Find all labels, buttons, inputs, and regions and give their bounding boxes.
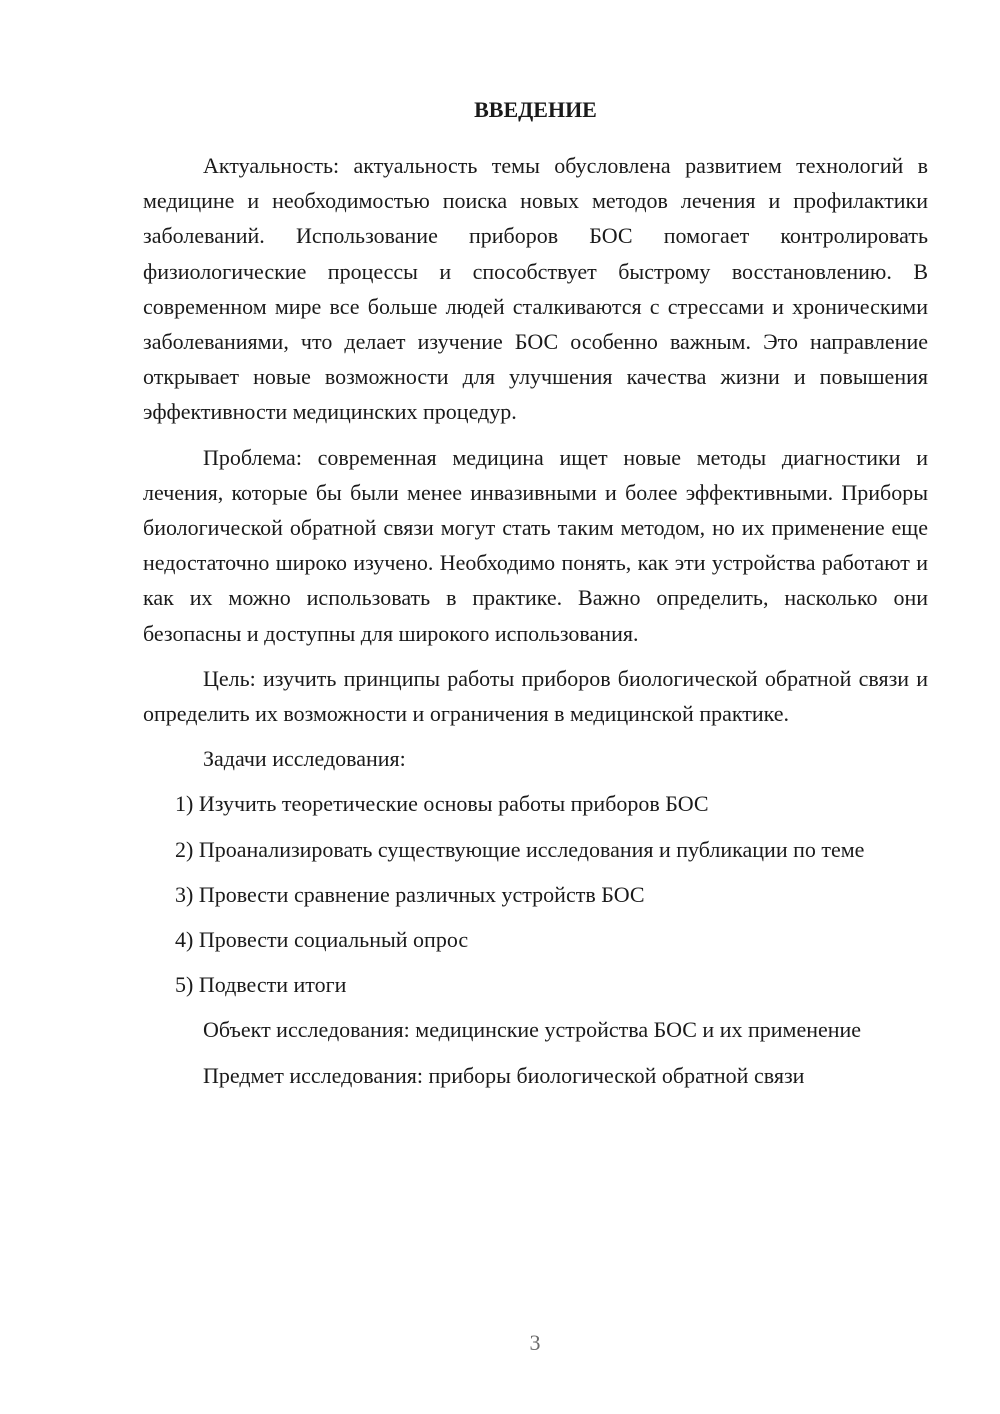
problem-paragraph: Проблема: современная медицина ищет новые методы диагностики и лечения, которые бы были менее инвазивными и более эффективными. Приборы биологической обратной связи могут стать таким методом, но их применение еще недостаточно широко изучено. Необходимо понять, как эти устройства работают и как их можно использовать в практике. Важно определить, насколько они безопасны и доступны для широкого использования. bbox=[143, 444, 928, 646]
task-item-5: 5) Подвести итоги bbox=[175, 972, 347, 998]
document-page bbox=[143, 92, 928, 1103]
subject-paragraph: Предмет исследования: приборы биологической обратной связи bbox=[203, 1062, 805, 1088]
relevance-paragraph: Актуальность: актуальность темы обусловлена развитием технологий в медицине и необходимостью поиска новых методов лечения и профилактики заболеваний. Использование приборов БОС помогает контролировать физиологические процессы и способствует быстрому восстановлению. В современном мире все больше людей сталкиваются с стрессами и хроническими заболеваниями, что делает изучение БОС особенно важным. Это направление открывает новые возможности для улучшения качества жизни и повышения эффективности медицинских процедур. bbox=[143, 153, 928, 425]
task-item-3: 3) Провести сравнение различных устройств БОС bbox=[175, 881, 645, 907]
object-paragraph: Объект исследования: медицинские устройства БОС и их применение bbox=[203, 1017, 862, 1043]
task-item-1: 1) Изучить теоретические основы работы приборов БОС bbox=[175, 791, 709, 817]
tasks-heading: Задачи исследования: bbox=[203, 746, 406, 772]
page-number: 3 bbox=[529, 1330, 541, 1355]
task-item-4: 4) Провести социальный опрос bbox=[175, 927, 469, 953]
task-item-2: 2) Проанализировать существующие исследования и публикации по теме bbox=[175, 836, 865, 862]
goal-paragraph: Цель: изучить принципы работы приборов биологической обратной связи и определить их возможности и ограничения в медицинской практике. bbox=[143, 665, 928, 727]
section-title: ВВЕДЕНИЕ bbox=[474, 97, 597, 122]
